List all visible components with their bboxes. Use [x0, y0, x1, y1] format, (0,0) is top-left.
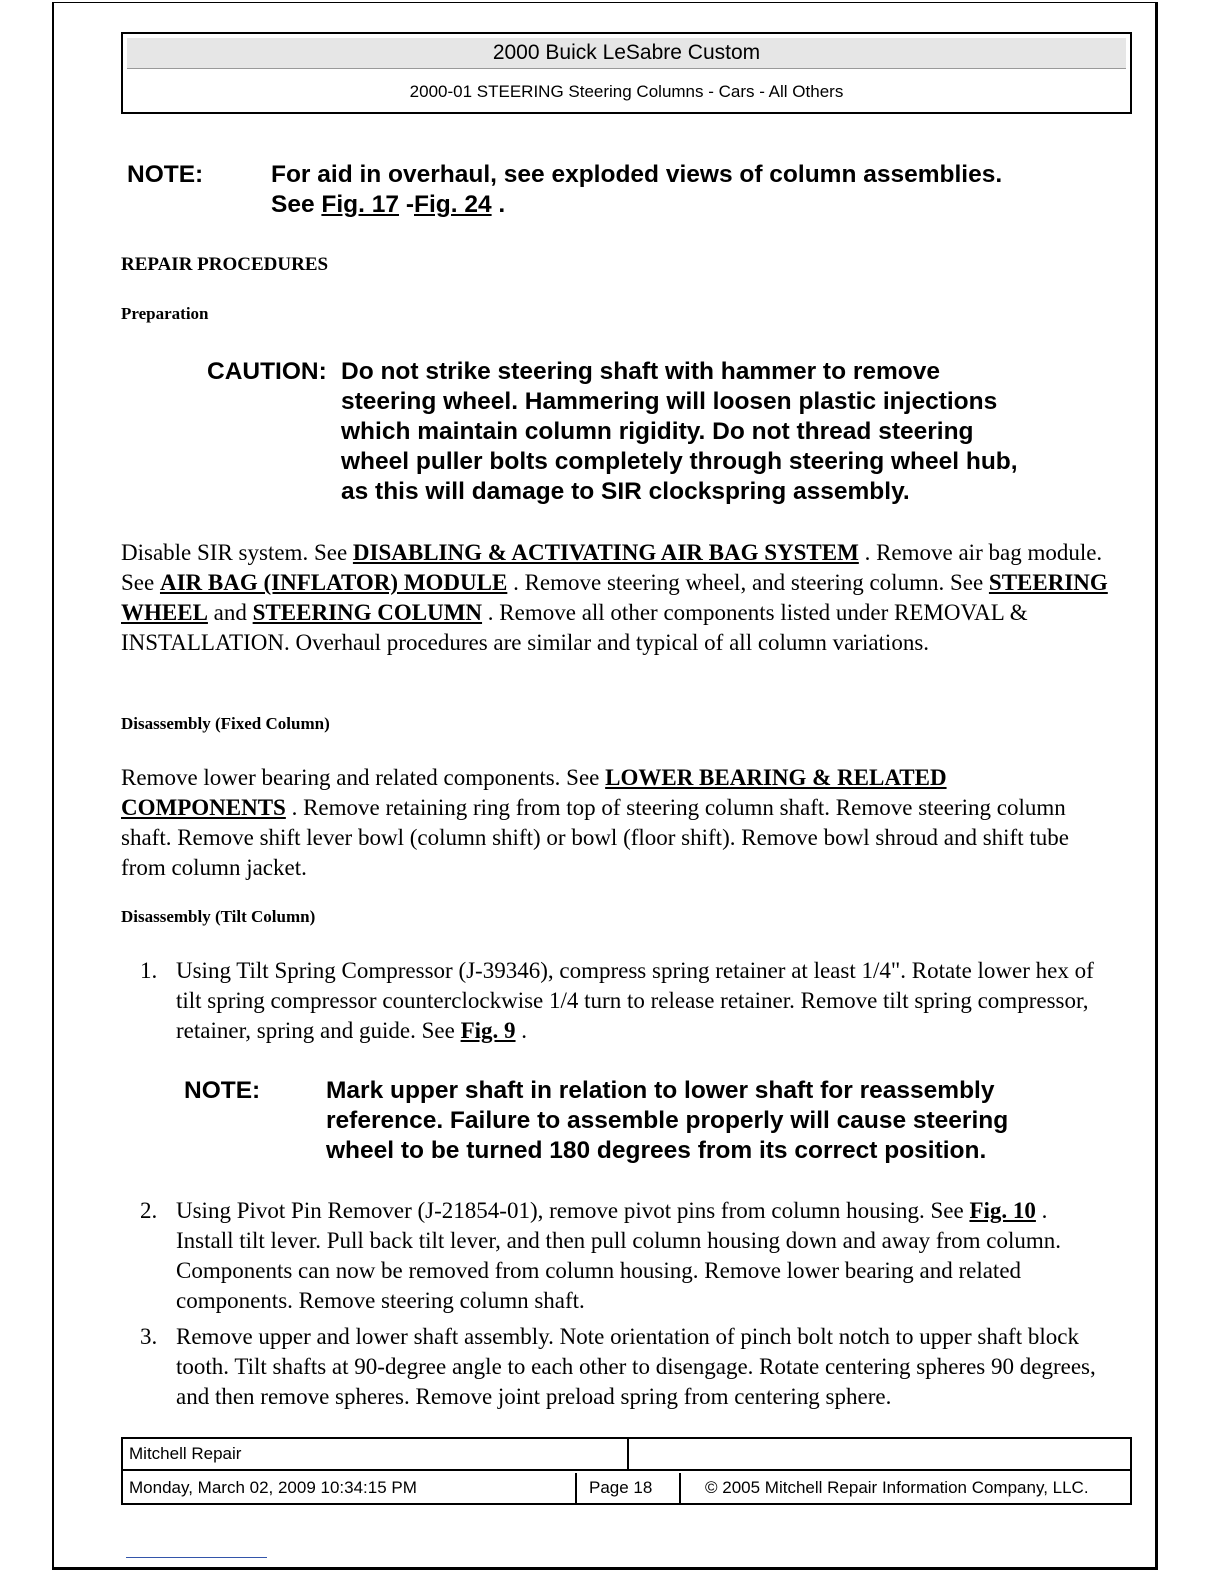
fig-9-link[interactable]: Fig. 9 — [460, 1018, 516, 1043]
fixed-column-paragraph: Remove lower bearing and related components. See LOWER BEARING & RELATED COMPONENTS . Remove retaining ring from top of steering column shaft. Remove steering column shaft. Remove shift lever bowl (column shift) or bowl (floor shift). Remove bowl shroud and shift tube from column jacket. — [121, 765, 1069, 880]
document-header — [121, 32, 1132, 114]
step-text: Using Pivot Pin Remover (J-21854-01), remove pivot pins from column housing. See Fig. 10 . Install tilt lever. Pull back tilt lever, and then pull column housing down and away from column. Components can now be removed from column housing. Remove lower bearing and related components. Remove steering column shaft. — [176, 1198, 1062, 1313]
section-subtitle: 2000-01 STEERING Steering Columns - Cars - All Others — [409, 82, 844, 101]
fig-17-link[interactable]: Fig. 17 — [321, 191, 400, 218]
tilt-column-heading: Disassembly (Tilt Column) — [121, 907, 316, 926]
steering-column-link[interactable]: STEERING COLUMN — [252, 600, 483, 625]
note-label: NOTE: — [184, 1077, 261, 1104]
note-line: wheel to be turned 180 degrees from its correct position. — [326, 1137, 987, 1164]
note-mark-shaft — [184, 1076, 1114, 1168]
airbag-module-link[interactable]: AIR BAG (INFLATOR) MODULE — [159, 570, 508, 595]
fig-10-link[interactable]: Fig. 10 — [969, 1198, 1036, 1223]
caution-line: as this will damage to SIR clockspring assembly. — [341, 478, 910, 505]
footer-blank — [629, 1439, 1130, 1471]
vehicle-title: 2000 Buick LeSabre Custom — [127, 38, 1126, 69]
step-text: Using Tilt Spring Compressor (J-39346), compress spring retainer at least 1/4". Rotate lower hex of tilt spring compressor counterclockwise 1/4 turn to release retainer. Remove tilt spring compressor, retainer, spring and guide. See Fig. 9 . — [176, 958, 1094, 1043]
caution-line: which maintain column rigidity. Do not thread steering — [341, 418, 974, 445]
note-label: NOTE: — [127, 161, 204, 188]
caution-block — [207, 357, 1107, 509]
step-2 — [140, 1196, 1100, 1318]
caution-label: CAUTION: — [207, 358, 327, 385]
note-line: reference. Failure to assemble properly will cause steering — [326, 1107, 1009, 1134]
step-1 — [140, 956, 1100, 1048]
note-overhaul — [127, 160, 1117, 224]
disabling-airbag-link[interactable]: DISABLING & ACTIVATING AIR BAG SYSTEM — [352, 540, 859, 565]
step-number: 2. — [140, 1198, 158, 1223]
step-number: 1. — [140, 958, 158, 983]
caution-line: wheel puller bolts completely through steering wheel hub, — [341, 448, 1018, 475]
footer-company: Mitchell Repair — [123, 1439, 629, 1471]
lower-bearing-link[interactable]: LOWER BEARING & RELATED COMPONENTS — [121, 765, 947, 820]
repair-procedures-heading: REPAIR PROCEDURES — [121, 254, 329, 275]
preparation-paragraph: Disable SIR system. See DISABLING & ACTIVATING AIR BAG SYSTEM . Remove air bag module. See AIR BAG (INFLATOR) MODULE . Remove steering wheel, and steering column. See STEERING WHEEL and STEERING COLUMN . Remove all other components listed under REMOVAL & INSTALLATION. Overhaul procedures are similar and typical of all column variations. — [121, 540, 1108, 655]
step-number: 3. — [140, 1324, 158, 1349]
note-text-line1: For aid in overhaul, see exploded views of column assemblies. — [271, 161, 1003, 188]
steering-wheel-link[interactable]: STEERING WHEEL — [121, 570, 1108, 625]
fixed-column-heading: Disassembly (Fixed Column) — [121, 714, 330, 733]
step-3 — [140, 1322, 1100, 1434]
page-footer — [121, 1437, 1132, 1505]
fig-24-link[interactable]: Fig. 24 — [414, 191, 492, 218]
footer-copyright: © 2005 Mitchell Repair Information Company, LLC. — [705, 1478, 1089, 1497]
bottom-divider — [126, 1557, 267, 1558]
footer-datetime: Monday, March 02, 2009 10:34:15 PM — [123, 1473, 577, 1503]
preparation-heading: Preparation — [121, 304, 209, 323]
footer-page: Page 18 — [577, 1473, 681, 1503]
caution-line: Do not strike steering shaft with hammer to remove — [341, 358, 941, 385]
note-line: Mark upper shaft in relation to lower shaft for reassembly — [326, 1077, 995, 1104]
step-text: Remove upper and lower shaft assembly. Note orientation of pinch bolt notch to upper shaft block tooth. Tilt shafts at 90-degree angle to each other to disengage. Rotate centering spheres 90 degrees, and then remove spheres. Remove joint preload spring from centering sphere. — [176, 1324, 1096, 1409]
note-text-line2: See Fig. 17 -Fig. 24 . — [271, 191, 506, 218]
caution-line: steering wheel. Hammering will loosen plastic injections — [341, 388, 998, 415]
